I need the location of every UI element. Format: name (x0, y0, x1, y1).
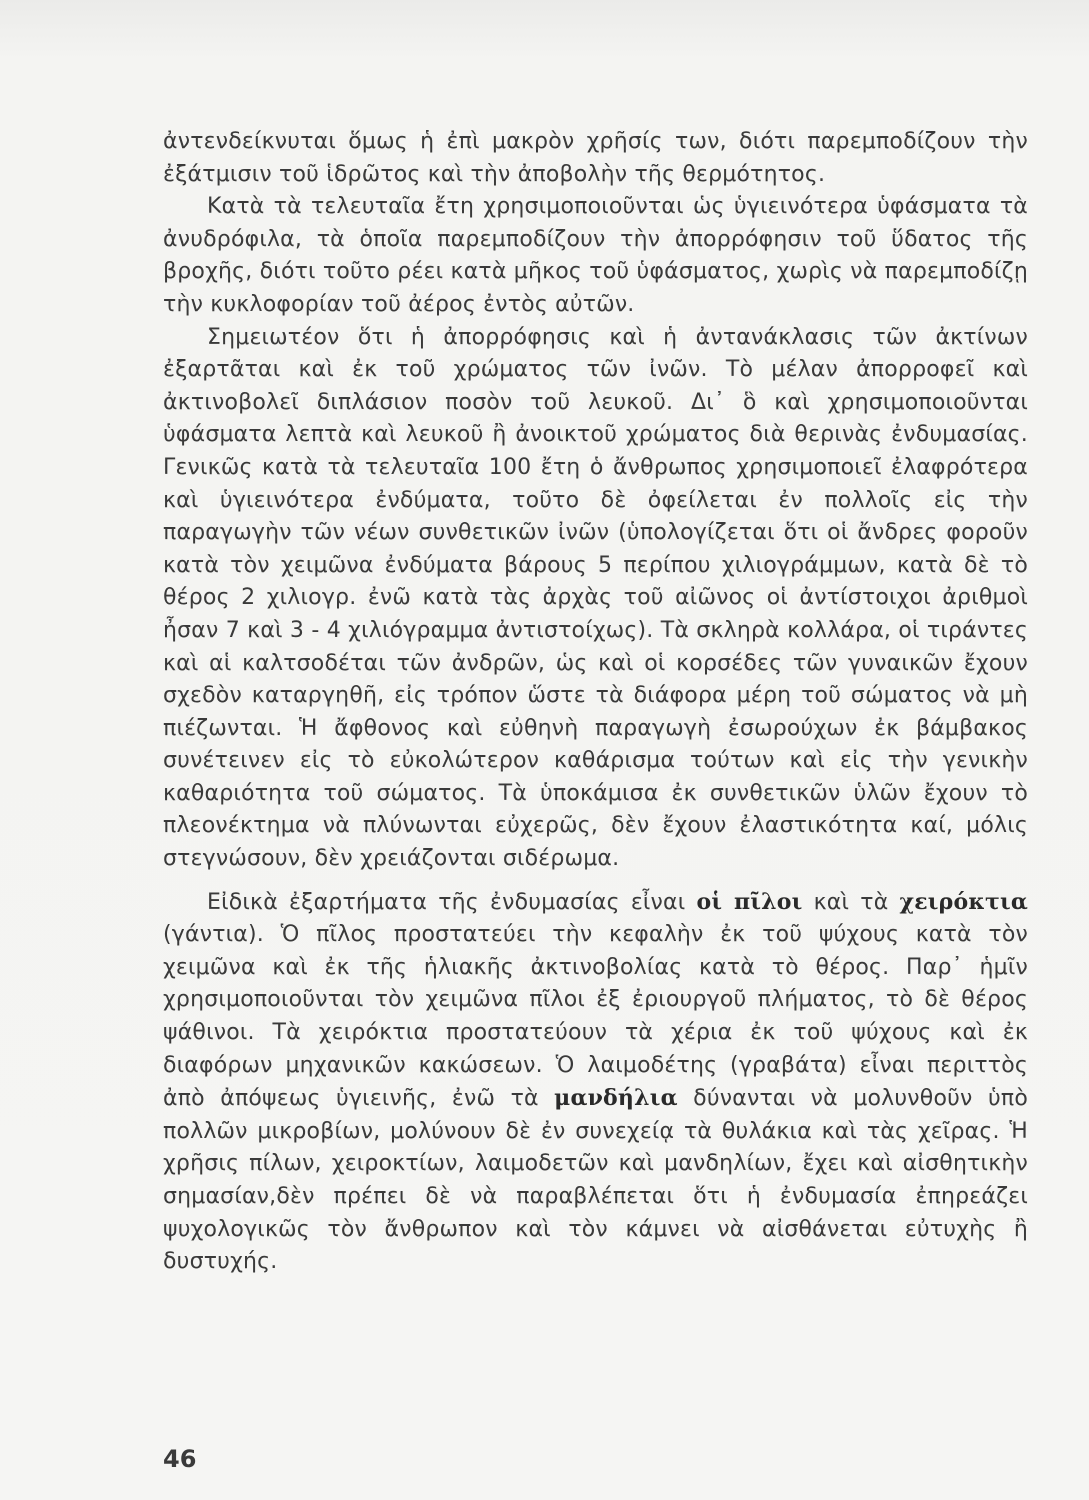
body-text (163, 126, 1028, 1279)
bold-term: οἱ πῖλοι (696, 888, 803, 915)
paragraph-text: ἀντενδείκνυται ὅμως ἡ ἐπὶ μακρὸν χρῆσίς των, διότι παρεμποδίζουν τὴν ἐξάτμισιν τοῦ ἱδρῶτος καὶ τὴν ἀποβολὴν τῆς θερμότητος. (163, 129, 1028, 187)
paragraph-text: καὶ τὰ (802, 889, 900, 915)
paragraph-text: Κατὰ τὰ τελευταῖα ἔτη χρησιμοποιοῦνται ὡς ὑγιεινότερα ὑφάσματα τὰ ἀνυδρόφιλα, τὰ ὁποῖα παρεμποδίζουν τὴν ἀπορρόφησιν τοῦ ὕδατος τῆς βροχῆς, διότι τοῦτο ρέει κατὰ μῆκος τοῦ ὑφάσματος, χωρὶς νὰ παρεμποδίζῃ τὴν κυκλοφορίαν τοῦ ἀέρος ἐντὸς αὐτῶν. (163, 194, 1028, 317)
paragraph (163, 322, 1028, 876)
paragraph-text: Εἰδικὰ ἐξαρτήματα τῆς ἐνδυμασίας εἶναι (207, 889, 697, 915)
paragraph (163, 191, 1028, 321)
paragraph (163, 126, 1028, 191)
paragraph-text: Σημειωτέον ὅτι ἡ ἀπορρόφησις καὶ ἡ ἀντανάκλασις τῶν ἀκτίνων ἐξαρτᾶται καὶ ἐκ τοῦ χρώματος τῶν ἰνῶν. Τὸ μέλαν ἀπορροφεῖ καὶ ἀκτινοβολεῖ διπλάσιον ποσὸν τοῦ λευκοῦ. Δι᾿ ὃ καὶ χρησιμοποιοῦνται ὑφάσματα λεπτὰ καὶ λευκοῦ ἢ ἀνοικτοῦ χρώματος διὰ θερινὰς ἐνδυμασίας. Γενικῶς κατὰ τὰ τελευταῖα 100 ἔτη ὁ ἄνθρωπος χρησιμοποιεῖ ἐλαφρότερα καὶ ὑγιεινότερα ἐνδύματα, τοῦτο δὲ ὀφείλεται ἐν πολλοῖς εἰς τὴν παραγωγὴν τῶν νέων συνθετικῶν ἰνῶν (ὑπολογίζεται ὅτι οἱ ἄνδρες φοροῦν κατὰ τὸν χειμῶνα ἐνδύματα βάρους 5 περίπου χιλιογράμμων, κατὰ δὲ τὸ θέρος 2 χιλιογρ. ἐνῶ κατὰ τὰς ἀρχὰς τοῦ αἰῶνος οἱ ἀντίστοιχοι ἀριθμοὶ ἦσαν 7 καὶ 3 - 4 χιλιόγραμμα ἀντιστοίχως). Τὰ σκληρὰ κολλάρα, οἱ τιράντες καὶ αἱ καλτσοδέται τῶν ἀνδρῶν, ὡς καὶ οἱ κορσέδες τῶν γυναικῶν ἔχουν σχεδὸν καταργηθῆ, εἰς τρόπον ὥστε τὰ διάφορα μέρη τοῦ σώματος νὰ μὴ πιέζωνται. Ἡ ἄφθονος καὶ εὐθηνὴ παραγωγὴ ἐσωρούχων ἐκ βάμβακος συνέτεινεν εἰς τὸ εὐκολώτερον καθάρισμα τούτων καὶ εἰς τὴν γενικὴν καθαριότητα τοῦ σώματος. Τὰ ὑποκάμισα ἐκ συνθετικῶν ὑλῶν ἔχουν τὸ πλεονέκτημα νὰ πλύνωνται εὐχερῶς, δὲν ἔχουν ἐλαστικότητα καί, μόλις στεγνώσουν, δὲν χρειάζονται σιδέρωμα. (163, 324, 1028, 872)
bold-term: μανδήλια (554, 1085, 678, 1112)
page-number: 46 (163, 1445, 197, 1473)
paragraph (163, 886, 1028, 1279)
bold-term: χειρόκτια (899, 888, 1028, 915)
paragraph-text: (γάντια). Ὁ πῖλος προστατεύει τὴν κεφαλὴν ἐκ τοῦ ψύχους κατὰ τὸν χειμῶνα καὶ ἐκ τῆς ἡλιακῆς ἀκτινοβολίας κατὰ τὸ θέρος. Παρ᾿ ἡμῖν χρησιμοποιοῦνται τὸν χειμῶνα πῖλοι ἐξ ἐριουργοῦ πλήματος, τὸ δὲ θέρος ψάθινοι. Τὰ χειρόκτια προστατεύουν τὰ χέρια ἐκ τοῦ ψύχους καὶ ἐκ διαφόρων μηχανικῶν κακώσεων. Ὁ λαιμοδέτης (γραβάτα) εἶναι περιττὸς ἀπὸ ἀπόψεως ὑγιεινῆς, ἐνῶ τὰ (163, 922, 1028, 1112)
paragraph-text: δύνανται νὰ μολυνθοῦν ὑπὸ πολλῶν μικροβίων, μολύνουν δὲ ἐν συνεχείᾳ τὰ θυλάκια καὶ τὰς χεῖρας. Ἡ χρῆσις πίλων, χειροκτίων, λαιμοδετῶν καὶ μανδηλίων, ἔχει καὶ αἰσθητικὴν σημασίαν,δὲν πρέπει δὲ νὰ παραβλέπεται ὅτι ἡ ἐνδυμασία ἐπηρεάζει ψυχολογικῶς τὸν ἄνθρωπον καὶ τὸν κάμνει νὰ αἰσθάνεται εὐτυχὴς ἢ δυστυχής. (163, 1086, 1028, 1275)
